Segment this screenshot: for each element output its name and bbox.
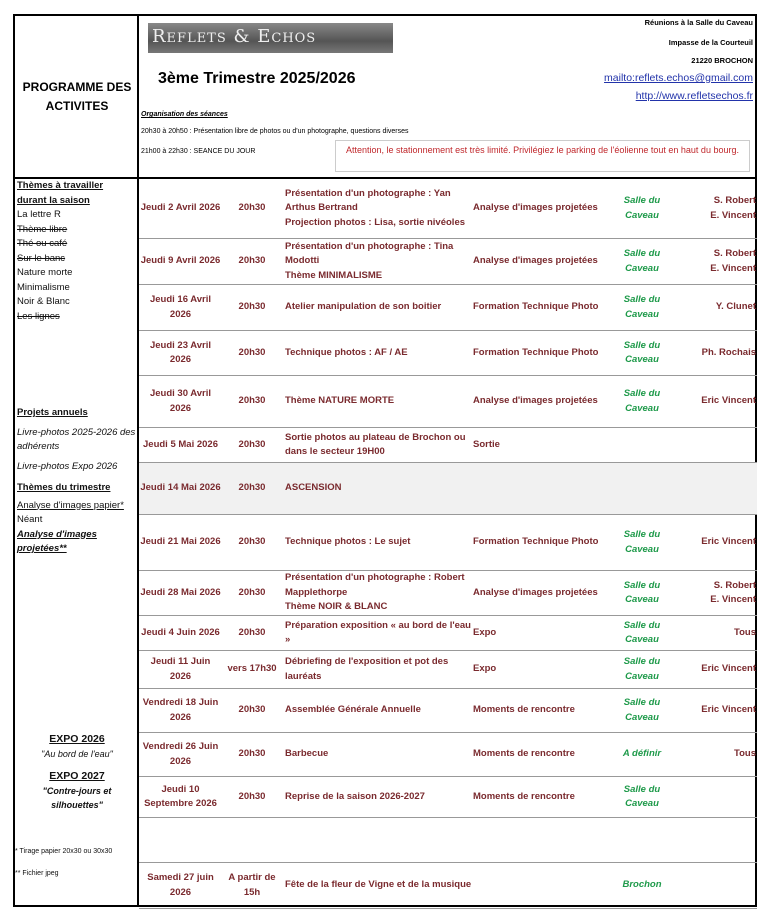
cell-title (285, 571, 475, 615)
title-text: Préparation exposition « au bord de l'eau » (285, 619, 471, 645)
cell-who (673, 428, 757, 462)
date-text: Jeudi 11 Juin 2026 (150, 656, 211, 682)
program-sheet (13, 14, 757, 907)
cell-who (673, 689, 757, 732)
time-text: 20h30 (238, 346, 266, 358)
table-row (139, 863, 757, 909)
place-text: Salle du Caveau (623, 619, 661, 645)
org-title: Organisation des séances (141, 111, 228, 118)
projects-section (17, 406, 137, 557)
type-text: Formation Technique Photo (473, 346, 599, 358)
date-text: Vendredi 18 Juin 2026 (142, 697, 219, 723)
place-text: Salle du Caveau (623, 656, 661, 682)
time-text: 20h30 (238, 438, 266, 450)
cell-title (285, 777, 475, 817)
cell-type (473, 689, 613, 732)
projects-title: Projets annuels (17, 407, 88, 418)
title-text: Technique photos : AF / AE (285, 346, 408, 358)
type-text: Formation Technique Photo (473, 536, 599, 548)
time-text: 20h30 (238, 536, 266, 548)
org-line: 20h30 à 20h50 : Présentation libre de photos ou d'un photographe, questions diverses (141, 128, 409, 135)
email-link[interactable]: mailto:reflets.echos@gmail.com (604, 72, 753, 84)
cell-type (473, 515, 613, 570)
cell-type (473, 285, 613, 330)
cell-place (611, 777, 673, 817)
trimester-title: Thèmes du trimestre (17, 482, 111, 493)
expo-2026-theme: "Au bord de l'eau" (41, 748, 113, 759)
title-text: Atelier manipulation de son boitier (285, 301, 442, 313)
who-text: Tous (734, 748, 756, 760)
cell-time (222, 331, 282, 375)
cell-date (139, 463, 222, 514)
cell-time (222, 571, 282, 615)
cell-time (222, 376, 282, 427)
time-text: 20h30 (238, 790, 266, 802)
cell-time (222, 733, 282, 776)
cell-time (222, 818, 282, 862)
cell-date (139, 777, 222, 817)
footnote: ** Fichier jpeg (15, 870, 59, 877)
type-text: Analyse d'images projetées (473, 255, 598, 267)
date-text: Jeudi 9 Avril 2026 (140, 255, 221, 267)
cell-time (222, 689, 282, 732)
expo-section (17, 732, 137, 813)
cell-type (473, 818, 613, 862)
cell-who (673, 331, 757, 375)
time-text: 20h30 (238, 748, 266, 760)
cell-type (473, 376, 613, 427)
theme-item: La lettre R (17, 209, 61, 220)
time-text: 20h30 (238, 301, 266, 313)
date-text: Jeudi 5 Mai 2026 (143, 438, 218, 450)
time-text: 20h30 (238, 586, 266, 598)
date-text: Jeudi 10 Septembre 2026 (144, 783, 217, 809)
date-text: Jeudi 23 Avril 2026 (149, 339, 212, 365)
type-text: Expo (473, 663, 497, 675)
cell-type (473, 179, 613, 238)
title-text: Barbecue (285, 748, 329, 760)
cell-title (285, 331, 475, 375)
table-row (139, 571, 757, 616)
table-row (139, 179, 757, 239)
project-item: Livre-photos 2025-2026 des adhérents (17, 426, 136, 452)
cell-who (673, 863, 757, 908)
theme-item: Nature morte (17, 267, 73, 278)
theme-item: Thème libre (17, 223, 68, 235)
type-text: Moments de rencontre (473, 748, 575, 760)
title-text: Sortie photos au plateau de Brochon ou dans le secteur 19H00 (285, 431, 466, 457)
title-text: Présentation d'un photographe : Yan Arthus Bertrand Projection photos : Lisa, sortie nivéoles (285, 187, 466, 228)
title-text: Thème NATURE MORTE (285, 395, 395, 407)
cell-title (285, 818, 475, 862)
cell-place (611, 689, 673, 732)
date-text: Jeudi 2 Avril 2026 (140, 202, 221, 214)
date-text: Jeudi 28 Mai 2026 (140, 586, 221, 598)
cell-who (673, 285, 757, 330)
type-text: Expo (473, 626, 497, 638)
cell-place (611, 651, 673, 688)
cell-place (611, 239, 673, 284)
cell-time (222, 463, 282, 514)
cell-who (673, 733, 757, 776)
time-text: vers 17h30 (227, 663, 277, 675)
themes-title: Thèmes à travailler durant la saison (17, 180, 104, 206)
table-row (139, 818, 757, 863)
date-text: Jeudi 16 Avril 2026 (149, 294, 212, 320)
cell-type (473, 651, 613, 688)
theme-item: Sur le banc (17, 252, 66, 264)
cell-time (222, 179, 282, 238)
place-text: Brochon (622, 879, 662, 891)
time-text: 20h30 (238, 202, 266, 214)
cell-place (611, 616, 673, 650)
type-text: Sortie (473, 438, 500, 450)
table-row (139, 376, 757, 428)
cell-who (673, 239, 757, 284)
cell-title (285, 733, 475, 776)
place-text: Salle du Caveau (623, 697, 661, 723)
date-text: Jeudi 30 Avril 2026 (149, 388, 212, 414)
table-row (139, 285, 757, 331)
table-row (139, 651, 757, 689)
place-text: Salle du Caveau (623, 529, 661, 555)
time-text: 20h30 (238, 482, 266, 494)
cell-title (285, 376, 475, 427)
place-text: Salle du Caveau (623, 195, 661, 221)
cell-date (139, 515, 222, 570)
who-text: Ph. Rochais (701, 346, 756, 358)
cell-date (139, 239, 222, 284)
type-text: Formation Technique Photo (473, 301, 599, 313)
title-text: Présentation d'un photographe : Tina Modotti Thème MINIMALISME (285, 240, 454, 281)
who-text: Y. Clunet (715, 301, 756, 313)
org-line: 21h00 à 22h30 : SEANCE DU JOUR (141, 148, 256, 155)
cell-type (473, 571, 613, 615)
footnote: * Tirage papier 20x30 ou 30x30 (15, 848, 113, 855)
time-text: 20h30 (238, 704, 266, 716)
cell-title (285, 239, 475, 284)
title-text: Technique photos : Le sujet (285, 536, 411, 548)
cell-time (222, 651, 282, 688)
cell-type (473, 331, 613, 375)
cell-place (611, 733, 673, 776)
cell-type (473, 239, 613, 284)
table-row (139, 733, 757, 777)
expo-2026: EXPO 2026 (49, 733, 105, 745)
table-row (139, 463, 757, 515)
program-title: PROGRAMME DES ACTIVITES (22, 80, 132, 113)
date-text: Jeudi 21 Mai 2026 (140, 536, 221, 548)
cell-date (139, 616, 222, 650)
theme-item: Thé ou café (17, 238, 68, 249)
time-text: A partir de 15h (228, 872, 276, 898)
date-text: Jeudi 4 Juin 2026 (141, 626, 220, 638)
cell-type (473, 616, 613, 650)
who-text: Eric Vincent (701, 395, 756, 407)
cell-place (611, 463, 673, 514)
place-text: Salle du Caveau (623, 294, 661, 320)
cell-title (285, 651, 475, 688)
cell-title (285, 463, 475, 514)
cell-time (222, 515, 282, 570)
cell-date (139, 285, 222, 330)
theme-item: Noir & Blanc (17, 296, 70, 307)
cell-place (611, 515, 673, 570)
cell-title (285, 863, 475, 908)
place-text: Salle du Caveau (623, 339, 661, 365)
who-text: S. Robert E. Vincent (710, 195, 756, 221)
theme-item: Minimalisme (17, 281, 70, 293)
table-row (139, 239, 757, 285)
table-row (139, 616, 757, 651)
cell-title (285, 285, 475, 330)
paper-title: Analyse d'images papier* (17, 499, 124, 511)
type-text: Moments de rencontre (473, 790, 575, 802)
cell-place (611, 285, 673, 330)
cell-place (611, 863, 673, 908)
time-text: 20h30 (238, 626, 266, 638)
who-text: Eric Vincent (701, 536, 756, 548)
cell-title (285, 428, 475, 462)
paper-value: Néant (17, 514, 43, 525)
date-text: Jeudi 14 Mai 2026 (140, 482, 221, 494)
table-row (139, 428, 757, 463)
title-text: Présentation d'un photographe : Robert Mapplethorpe Thème NOIR & BLANC (285, 572, 465, 613)
title-text: Assemblée Générale Annuelle (285, 704, 421, 716)
table-row (139, 777, 757, 818)
place-text: A définir (622, 748, 662, 760)
parking-warning: Attention, le stationnement est très limité. Privilégiez le parking de l'éolienne tout en haut du bourg. (335, 140, 750, 172)
table-row (139, 515, 757, 571)
type-text: Analyse d'images projetées (473, 202, 598, 214)
address-line: 21220 BROCHON (691, 56, 753, 65)
cell-who (673, 376, 757, 427)
cell-type (473, 428, 613, 462)
title-text: Débriefing de l'exposition et pot des lauréats (285, 656, 449, 682)
cell-time (222, 863, 282, 908)
cell-date (139, 651, 222, 688)
projected-title: Analyse d'images projetées** (17, 528, 97, 554)
type-text: Analyse d'images projetées (473, 586, 598, 598)
cell-place (611, 428, 673, 462)
cell-time (222, 616, 282, 650)
cell-type (473, 463, 613, 514)
cell-date (139, 331, 222, 375)
cell-title (285, 515, 475, 570)
cell-type (473, 863, 613, 908)
theme-item: Les lignes (17, 310, 60, 322)
who-text: S. Robert E. Vincent (710, 579, 756, 605)
cell-who (673, 179, 757, 238)
cell-time (222, 239, 282, 284)
cell-title (285, 689, 475, 732)
cell-place (611, 331, 673, 375)
cell-date (139, 428, 222, 462)
expo-2027: EXPO 2027 (49, 770, 105, 782)
title-text: Reprise de la saison 2026-2027 (285, 790, 425, 802)
themes-section (17, 179, 127, 324)
cell-who (673, 515, 757, 570)
date-text: Vendredi 26 Juin 2026 (142, 741, 219, 767)
expo-2027-theme: "Contre-jours et silhouettes" (42, 785, 112, 810)
project-item: Livre-photos Expo 2026 (17, 460, 118, 472)
cell-date (139, 376, 222, 427)
place-text: Salle du Caveau (623, 783, 661, 809)
who-text: Eric Vincent (701, 663, 756, 675)
cell-title (285, 616, 475, 650)
cell-time (222, 777, 282, 817)
cell-who (673, 651, 757, 688)
cell-time (222, 428, 282, 462)
place-text: Salle du Caveau (623, 248, 661, 274)
date-text: Samedi 27 juin 2026 (147, 872, 214, 898)
time-text: 20h30 (238, 395, 266, 407)
cell-type (473, 777, 613, 817)
cell-place (611, 818, 673, 862)
time-text: 20h30 (238, 255, 266, 267)
who-text: Eric Vincent (701, 704, 756, 716)
who-text: S. Robert E. Vincent (710, 248, 756, 274)
address-line: Impasse de la Courteuil (668, 38, 753, 47)
schedule-table (139, 179, 757, 909)
cell-who (673, 571, 757, 615)
cell-date (139, 179, 222, 238)
type-text: Analyse d'images projetées (473, 395, 598, 407)
cell-who (673, 463, 757, 514)
cell-place (611, 571, 673, 615)
who-text: Tous (734, 626, 756, 638)
cell-place (611, 179, 673, 238)
cell-title (285, 179, 475, 238)
table-row (139, 689, 757, 733)
cell-date (139, 863, 222, 908)
cell-place (611, 376, 673, 427)
title-text: ASCENSION (285, 482, 342, 494)
place-text: Salle du Caveau (623, 388, 661, 414)
place-text: Salle du Caveau (623, 579, 661, 605)
cell-date (139, 689, 222, 732)
page-title: 3ème Trimestre 2025/2026 (158, 70, 356, 87)
website-link[interactable]: http://www.refletsechos.fr (635, 90, 753, 102)
logo: Reflets & Echos (148, 23, 393, 53)
cell-who (673, 818, 757, 862)
cell-time (222, 285, 282, 330)
cell-date (139, 818, 222, 862)
cell-date (139, 571, 222, 615)
address-line: Réunions à la Salle du Caveau (644, 18, 753, 27)
table-row (139, 331, 757, 376)
cell-who (673, 777, 757, 817)
type-text: Moments de rencontre (473, 704, 575, 716)
title-text: Fête de la fleur de Vigne et de la musique (285, 879, 472, 891)
cell-date (139, 733, 222, 776)
cell-who (673, 616, 757, 650)
cell-type (473, 733, 613, 776)
